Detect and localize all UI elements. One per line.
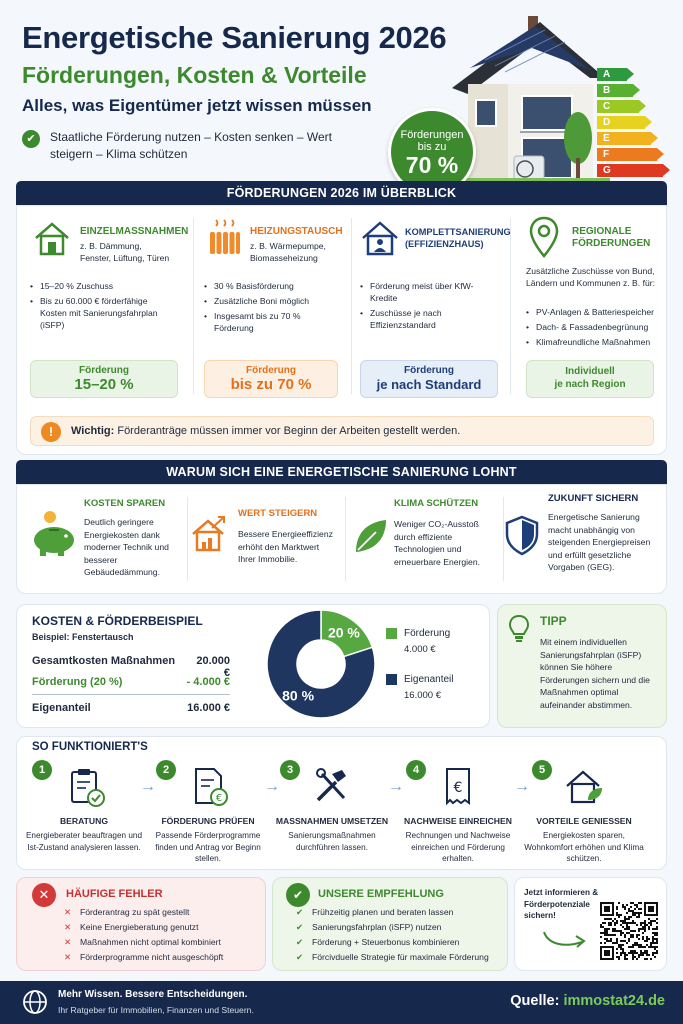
list-item: ✕ Förderantrag zu spät gestellt xyxy=(58,905,258,920)
step-number: 5 xyxy=(532,760,552,780)
step-title: BERATUNG xyxy=(59,816,109,826)
step-title: FÖRDERUNG PRÜFEN xyxy=(161,816,255,826)
funding-box-label: Förderung xyxy=(79,365,129,376)
arrow-right-icon: → xyxy=(140,778,156,795)
col1-title: EINZELMASSNAHMEN xyxy=(80,226,189,237)
notice-text: Förderanträge müssen immer vor Beginn der Arbeiten gestellt werden. xyxy=(117,425,461,437)
page-subtitle: Förderungen, Kosten & Vorteile xyxy=(22,62,367,88)
donut-chart xyxy=(265,608,377,720)
notice-bar xyxy=(30,416,654,446)
step-number: 3 xyxy=(280,760,300,780)
step-number: 2 xyxy=(156,760,176,780)
energy-class-label: E xyxy=(603,133,610,144)
page-title: Energetische Sanierung 2026 xyxy=(22,20,447,55)
benefit1-title: KOSTEN SPAREN xyxy=(84,498,166,509)
col3-bullets xyxy=(360,280,495,334)
arrow-right-icon: → xyxy=(514,778,530,795)
mistakes-list xyxy=(58,905,258,965)
benefit3-text: Weniger CO₂-Ausstoß durch effiziente Technologien und erneuerbare Energien. xyxy=(394,519,480,567)
col3-funding-box xyxy=(360,360,498,398)
warning-icon: ! xyxy=(41,422,61,442)
funding-box-label: Individuell xyxy=(565,366,615,377)
check-icon: ✔ xyxy=(22,130,40,148)
list-item: • Dach- & Fassadenbegrünung xyxy=(526,321,666,333)
funding-box-value: je nach Region xyxy=(554,379,626,390)
col1-funding-box xyxy=(30,360,178,398)
step-title: VORTEILE GENIESSEN xyxy=(536,816,632,826)
list-item: • 30 % Basisförderung xyxy=(204,280,339,292)
step-title: NACHWEISE EINREICHEN xyxy=(404,816,512,826)
energy-class-label: F xyxy=(603,149,610,160)
badge-line1: Förderungen xyxy=(400,129,464,141)
benefit4-text: Energetische Sanierung macht unabhängig von steigenden Energiepreisen und erfüllt gesetzliche Vorgaben (GEG). xyxy=(548,512,651,572)
col2-sub: z. B. Wärmepumpe, Biomasseheizung xyxy=(250,241,326,263)
document-euro-icon xyxy=(188,766,230,808)
svg-text:€: € xyxy=(215,793,223,804)
energy-class-e xyxy=(597,132,651,145)
funding-box-value: 15–20 % xyxy=(74,376,134,393)
step-description: Passende Förderprogramme finden und Antrag vor Beginn stellen. xyxy=(155,831,261,863)
recommendation-title: UNSERE EMPFEHLUNG xyxy=(318,888,444,900)
step-number: 4 xyxy=(406,760,426,780)
benefit2-text: Bessere Energieeffizienz erhöht den Marktwert Ihrer Immobilie. xyxy=(238,529,333,564)
globe-icon xyxy=(22,989,48,1015)
col2-title: HEIZUNGSTAUSCH xyxy=(250,226,343,237)
col1-sub: z. B. Dämmung, Fenster, Lüftung, Türen xyxy=(80,241,170,263)
step-description: Energiekosten sparen, Wohnkomfort erhöhen und Klima schützen. xyxy=(524,831,644,863)
list-item: ✕ Keine Energieberatung genutzt xyxy=(58,920,258,935)
source-label: Quelle: xyxy=(510,993,560,1009)
list-item: • Zuschüsse je nach Effizienzstandard xyxy=(360,307,495,331)
cost-row-total-label: Gesamtkosten Maßnahmen xyxy=(32,655,176,667)
energy-class-label: B xyxy=(603,85,611,96)
tip-title: TIPP xyxy=(540,614,567,628)
col4-sub: Zusätzliche Zuschüsse von Bund, Ländern und Kommunen z. B. für: xyxy=(526,266,655,288)
energy-class-label: A xyxy=(603,69,611,80)
house-person-icon xyxy=(360,218,400,258)
list-item: • PV-Anlagen & Batteriespeicher xyxy=(526,306,666,318)
list-item: ✔ Förderung + Steuerbonus kombinieren xyxy=(290,935,506,950)
list-item: ✕ Förderprogramme nicht ausgeschöpft xyxy=(58,950,258,965)
legend-own-name: Eigenanteil xyxy=(404,674,454,685)
energy-scale xyxy=(597,68,677,180)
col2-funding-box xyxy=(204,360,338,398)
benefits-heading: WARUM SICH EINE ENERGETISCHE SANIERUNG LOHNT xyxy=(16,460,667,484)
piggy-bank-icon xyxy=(28,508,78,558)
step-title: MASSNAHMEN UMSETZEN xyxy=(275,816,389,826)
benefit4-title: ZUKUNFT SICHERN xyxy=(548,493,639,504)
legend-funding-name: Förderung xyxy=(404,628,451,639)
notice-bold: Wichtig: xyxy=(71,425,115,437)
overview-heading: FÖRDERUNGEN 2026 IM ÜBERBLICK xyxy=(16,181,667,205)
energy-class-d xyxy=(597,116,645,129)
energy-class-f xyxy=(597,148,657,161)
radiator-icon xyxy=(204,218,244,258)
house-outline-icon xyxy=(32,218,72,258)
list-item: ✔ Förcivduelle Strategie für maximale Förderung xyxy=(290,950,506,965)
col3-title: KOMPLETTSANIERUNG (EFFIZIENZHAUS) xyxy=(405,227,511,249)
badge-value: 70 % xyxy=(405,152,459,178)
arrow-right-icon: → xyxy=(264,778,280,795)
energy-class-label: C xyxy=(603,101,611,112)
arrow-right-icon: → xyxy=(388,778,404,795)
steps-heading: SO FUNKTIONIERT'S xyxy=(32,741,148,753)
list-item: • Bis zu 60.000 € förderfähige Kosten mit Sanierungsfahrplan (iSFP) xyxy=(30,295,175,331)
list-item: • Zusätzliche Boni möglich xyxy=(204,295,339,307)
step-description: Energieberater beauftragen und Ist-Zustand analysieren lassen. xyxy=(25,831,143,852)
cost-row-funding-value: - 4.000 € xyxy=(186,676,230,688)
funding-box-label: Förderung xyxy=(246,365,296,376)
check-circle-icon: ✔ xyxy=(286,883,310,907)
step-description: Rechnungen und Nachweise einreichen und Förderung erhalten. xyxy=(405,831,511,863)
tools-icon xyxy=(312,766,354,808)
legend-funding-value: 4.000 € xyxy=(404,644,436,655)
list-item: ✔ Sanierungsfahrplan (iSFP) nutzen xyxy=(290,920,506,935)
energy-class-label: G xyxy=(603,165,611,176)
house-growth-icon xyxy=(190,514,230,554)
list-item: ✕ Maßnahmen nicht optimal kombiniert xyxy=(58,935,258,950)
energy-class-a xyxy=(597,68,627,81)
cost-row-own-value: 16.000 € xyxy=(187,702,230,714)
funding-box-value: bis zu 70 % xyxy=(230,376,312,393)
badge-line2: bis zu xyxy=(417,141,447,153)
list-item: • Insgesamt bis zu 70 % Förderung xyxy=(204,310,339,334)
footer-line2: Ihr Ratgeber für Immobilien, Finanzen und Steuern. xyxy=(58,1005,254,1015)
col4-title: REGIONALE FÖRDERUNGEN xyxy=(572,226,651,249)
energy-class-label: D xyxy=(603,117,611,128)
curved-arrow-icon xyxy=(540,928,590,952)
qr-code[interactable] xyxy=(600,902,658,960)
list-item: ✔ Frühzeitig planen und beraten lassen xyxy=(290,905,506,920)
shield-icon xyxy=(504,514,540,556)
list-item: • Klimafreundliche Maßnahmen xyxy=(526,336,666,348)
legend-swatch-funding xyxy=(386,628,397,639)
page-tagline: Alles, was Eigentümer jetzt wissen müssen xyxy=(22,96,372,115)
funding-box-label: Förderung xyxy=(404,365,454,376)
lightbulb-icon xyxy=(508,614,530,644)
recommendation-list xyxy=(290,905,506,965)
receipt-euro-icon xyxy=(438,766,480,808)
cost-row-own-label: Eigenanteil xyxy=(32,702,91,714)
benefit3-title: KLIMA SCHÜTZEN xyxy=(394,498,479,509)
funding-box-value: je nach Standard xyxy=(376,377,482,392)
error-icon: ✕ xyxy=(32,883,56,907)
qr-text: Jetzt informieren & Förderpotenziale sichern! xyxy=(524,888,599,920)
svg-text:€: € xyxy=(453,780,463,796)
step-number: 1 xyxy=(32,760,52,780)
legend-swatch-own xyxy=(386,674,397,685)
location-pin-icon xyxy=(528,216,560,258)
benefit2-title: WERT STEIGERN xyxy=(238,508,318,519)
step-description: Sanierungsmaßnahmen durchführen lassen. xyxy=(288,831,376,852)
clipboard-check-icon xyxy=(64,766,106,808)
check-text: Staatliche Förderung nutzen – Kosten senken – Wert steigern – Klima schützen xyxy=(50,130,332,161)
col1-bullets xyxy=(30,280,175,334)
cost-row-funding-label: Förderung (20 %) xyxy=(32,676,123,688)
col4-bullets xyxy=(526,306,666,351)
energy-class-c xyxy=(597,100,639,113)
footer-line1: Mehr Wissen. Bessere Entscheidungen. xyxy=(58,989,248,1000)
energy-class-b xyxy=(597,84,633,97)
col2-bullets xyxy=(204,280,339,337)
list-item: • 15–20 % Zuschuss xyxy=(30,280,175,292)
energy-class-g xyxy=(597,164,663,177)
source-link[interactable]: immostat24.de xyxy=(563,993,665,1009)
legend-own-value: 16.000 € xyxy=(404,690,441,701)
house-leaf-icon xyxy=(564,766,606,808)
mistakes-title: HÄUFIGE FEHLER xyxy=(66,888,163,900)
cost-example: Beispiel: Fenstertausch xyxy=(32,632,134,642)
benefit1-text: Deutlich geringere Energiekosten dank moderner Technik und besserer Gebäudedämmung. xyxy=(84,517,169,577)
cost-heading: KOSTEN & FÖRDERBEISPIEL xyxy=(32,614,203,628)
cost-row-total-value: 20.000 € xyxy=(196,655,230,679)
col4-funding-box xyxy=(526,360,654,398)
list-item: • Förderung meist über KfW-Kredite xyxy=(360,280,495,304)
leaf-icon xyxy=(352,516,388,556)
donut-label: 20 % xyxy=(327,624,360,641)
donut-label: 80 % xyxy=(282,687,315,704)
tip-text: Mit einem individuellen Sanierungsfahrplan (iSFP) können Sie höhere Förderungen sichern und die Maßnahmen optimal aufeinander abstimmen. xyxy=(540,637,650,710)
